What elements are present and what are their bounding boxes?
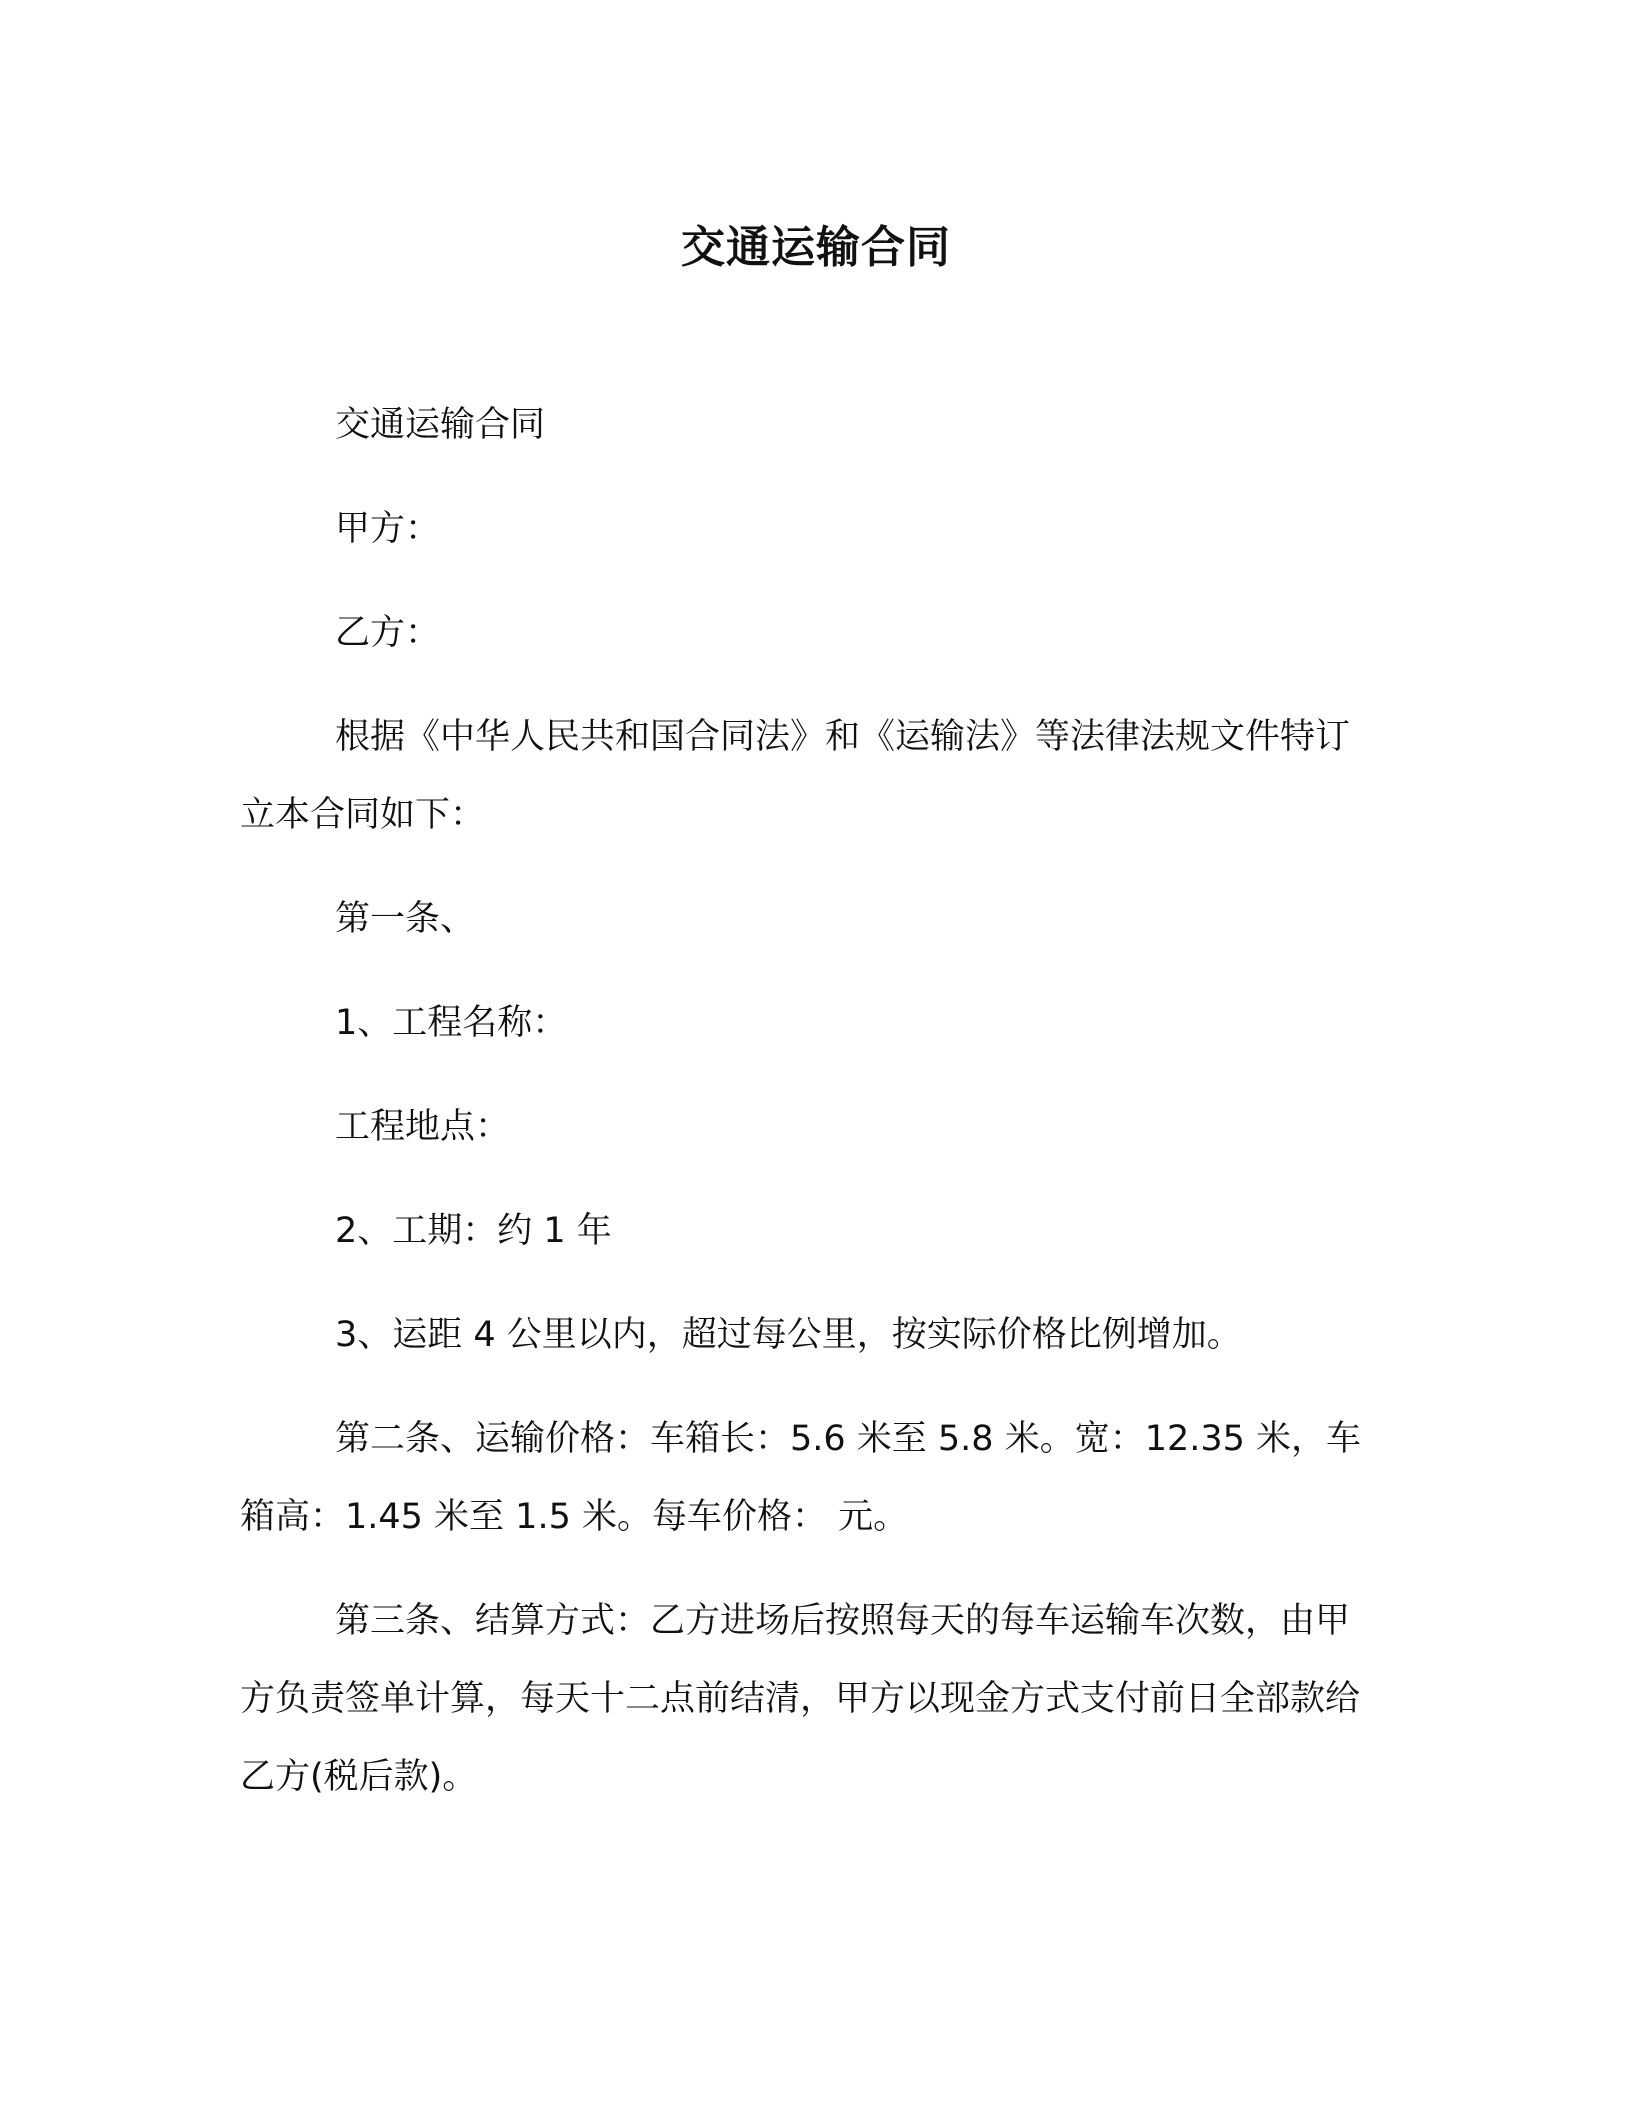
- paragraph-party-b: 乙方：: [335, 613, 441, 653]
- paragraph-article-2-price: 第二条、运输价格：车箱长：5.6 米至 5.8 米。宽：12.35 米，车箱高：1.45 米至 1.5 米。每车价格： 元。: [240, 1419, 1362, 1537]
- document-body: [240, 386, 1375, 1842]
- paragraph-project-name: 1、工程名称：: [335, 1003, 568, 1043]
- paragraph-duration: 2、工期：约 1 年: [335, 1211, 612, 1251]
- paragraph-contract-name: 交通运输合同: [335, 405, 546, 445]
- paragraph-party-a: 甲方：: [335, 509, 441, 549]
- paragraph-distance: 3、运距 4 公里以内，超过每公里，按实际价格比例增加。: [335, 1315, 1242, 1355]
- document-title: 交通运输合同: [681, 222, 951, 273]
- paragraph-project-location: 工程地点：: [335, 1107, 511, 1147]
- paragraph-preamble: 根据《中华人民共和国合同法》和《运输法》等法律法规文件特订立本合同如下：: [240, 717, 1351, 835]
- paragraph-article-1: 第一条、: [335, 899, 476, 939]
- paragraph-article-3-settlement: 第三条、结算方式：乙方进场后按照每天的每车运输车次数，由甲方负责签单计算，每天十二点前结清，甲方以现金方式支付前日全部款给乙方(税后款)。: [240, 1601, 1361, 1797]
